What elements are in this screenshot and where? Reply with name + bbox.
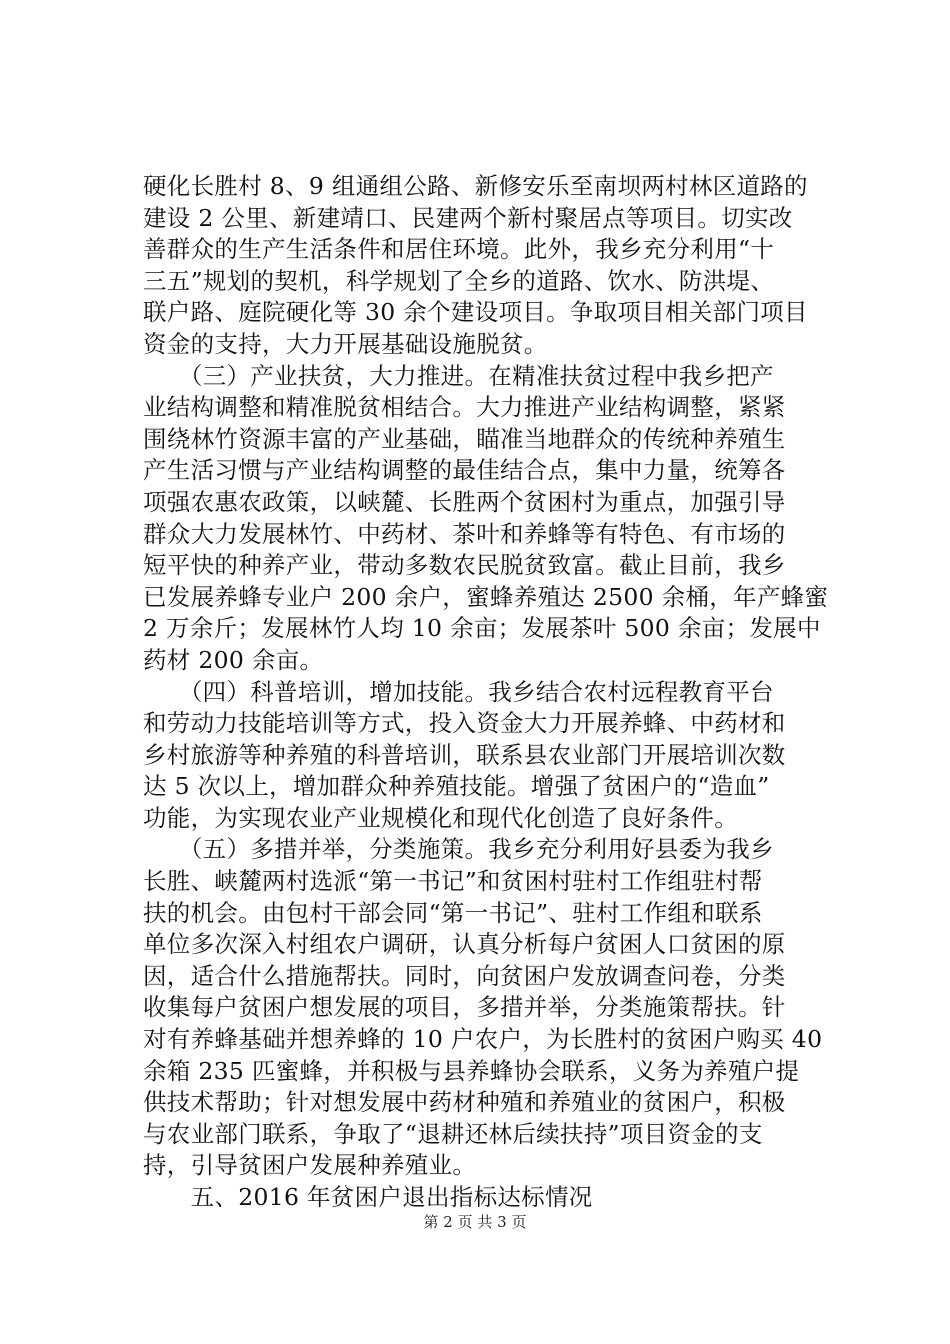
text-line: 联户路、庭院硬化等 30 余个建设项目。争取项目相关部门项目 xyxy=(143,298,808,327)
text-line: 资金的支持，大力开展基础设施脱贫。 xyxy=(143,329,548,358)
text-line: 药材 200 余亩。 xyxy=(143,645,324,674)
text-line: 因，适合什么措施帮扶。同时，向贫困户发放调查问卷，分类 xyxy=(143,961,786,990)
text-line: 达 5 次以上，增加群众种养殖技能。增强了贫困户的“造血” xyxy=(143,772,770,801)
text-line: 三五”规划的契机，科学规划了全乡的道路、饮水、防洪堤、 xyxy=(143,266,775,295)
text-line: 收集每户贫困户想发展的项目，多措并举，分类施策帮扶。针 xyxy=(143,993,786,1022)
text-line: 2 万余斤；发展林竹人均 10 余亩；发展茶叶 500 余亩；发展中 xyxy=(143,614,821,643)
text-line: 单位多次深入村组农户调研，认真分析每户贫困人口贫困的原 xyxy=(143,930,786,959)
section-heading-line: （三）产业扶贫，大力推进。在精准扶贫过程中我乡把产 xyxy=(143,361,774,390)
text-line: 对有养蜂基础并想养蜂的 10 户农户，为长胜村的贫困户购买 40 xyxy=(143,1025,823,1054)
document-body xyxy=(143,171,843,1214)
text-line: 项强农惠农政策，以峡麓、长胜两个贫困村为重点，加强引导 xyxy=(143,487,786,516)
text-line: 群众大力发展林竹、中药材、茶叶和养蜂等有特色、有市场的 xyxy=(143,519,786,548)
text-line: 建设 2 公里、新建靖口、民建两个新村聚居点等项目。切实改 xyxy=(143,203,793,232)
page-number-footer: 第 2 页 共 3 页 xyxy=(423,1213,527,1231)
text-line: 围绕林竹资源丰富的产业基础，瞄准当地群众的传统种养殖生 xyxy=(143,424,786,453)
text-line: 已发展养蜂专业户 200 余户，蜜蜂养殖达 2500 余桶，年产蜂蜜 xyxy=(143,582,829,611)
text-line: 硬化长胜村 8、9 组通组公路、新修安乐至南坝两村林区道路的 xyxy=(143,172,808,200)
text-line: 功能，为实现农业产业规模化和现代化创造了良好条件。 xyxy=(143,803,738,832)
text-line: 产生活习惯与产业结构调整的最佳结合点，集中力量，统筹各 xyxy=(143,456,786,485)
text-line: 长胜、峡麓两村选派“第一书记”和贫困村驻村工作组驻村帮 xyxy=(143,867,763,896)
section-heading-line: （五）多措并举，分类施策。我乡充分利用好县委为我乡 xyxy=(143,835,774,864)
text-line: 余箱 235 匹蜜蜂，并积极与县养蜂协会联系，义务为养殖户提 xyxy=(143,1056,800,1085)
text-line: 供技术帮助；针对想发展中药材种殖和养殖业的贫困户，积极 xyxy=(143,1088,786,1117)
section-heading-line: 五、2016 年贫困户退出指标达标情况 xyxy=(143,1183,593,1211)
text-line: 业结构调整和精准脱贫相结合。大力推进产业结构调整，紧紧 xyxy=(143,393,786,422)
text-line: 善群众的生产生活条件和居住环境。此外，我乡充分利用“十 xyxy=(143,235,775,264)
text-line: 短平快的种养产业，带动多数农民脱贫致富。截止目前，我乡 xyxy=(143,551,786,580)
text-line: 扶的机会。由包村干部会同“第一书记”、驻村工作组和联系 xyxy=(143,898,763,927)
section-heading-line: （四）科普培训，增加技能。我乡结合农村远程教育平台 xyxy=(143,677,774,706)
text-line: 和劳动力技能培训等方式，投入资金大力开展养蜂、中药材和 xyxy=(143,709,786,738)
text-line: 与农业部门联系，争取了“退耕还林后续扶持”项目资金的支 xyxy=(143,1119,763,1148)
text-line: 乡村旅游等种养殖的科普培训，联系县农业部门开展培训次数 xyxy=(143,740,786,769)
text-line: 持，引导贫困户发展种养殖业。 xyxy=(143,1151,477,1180)
